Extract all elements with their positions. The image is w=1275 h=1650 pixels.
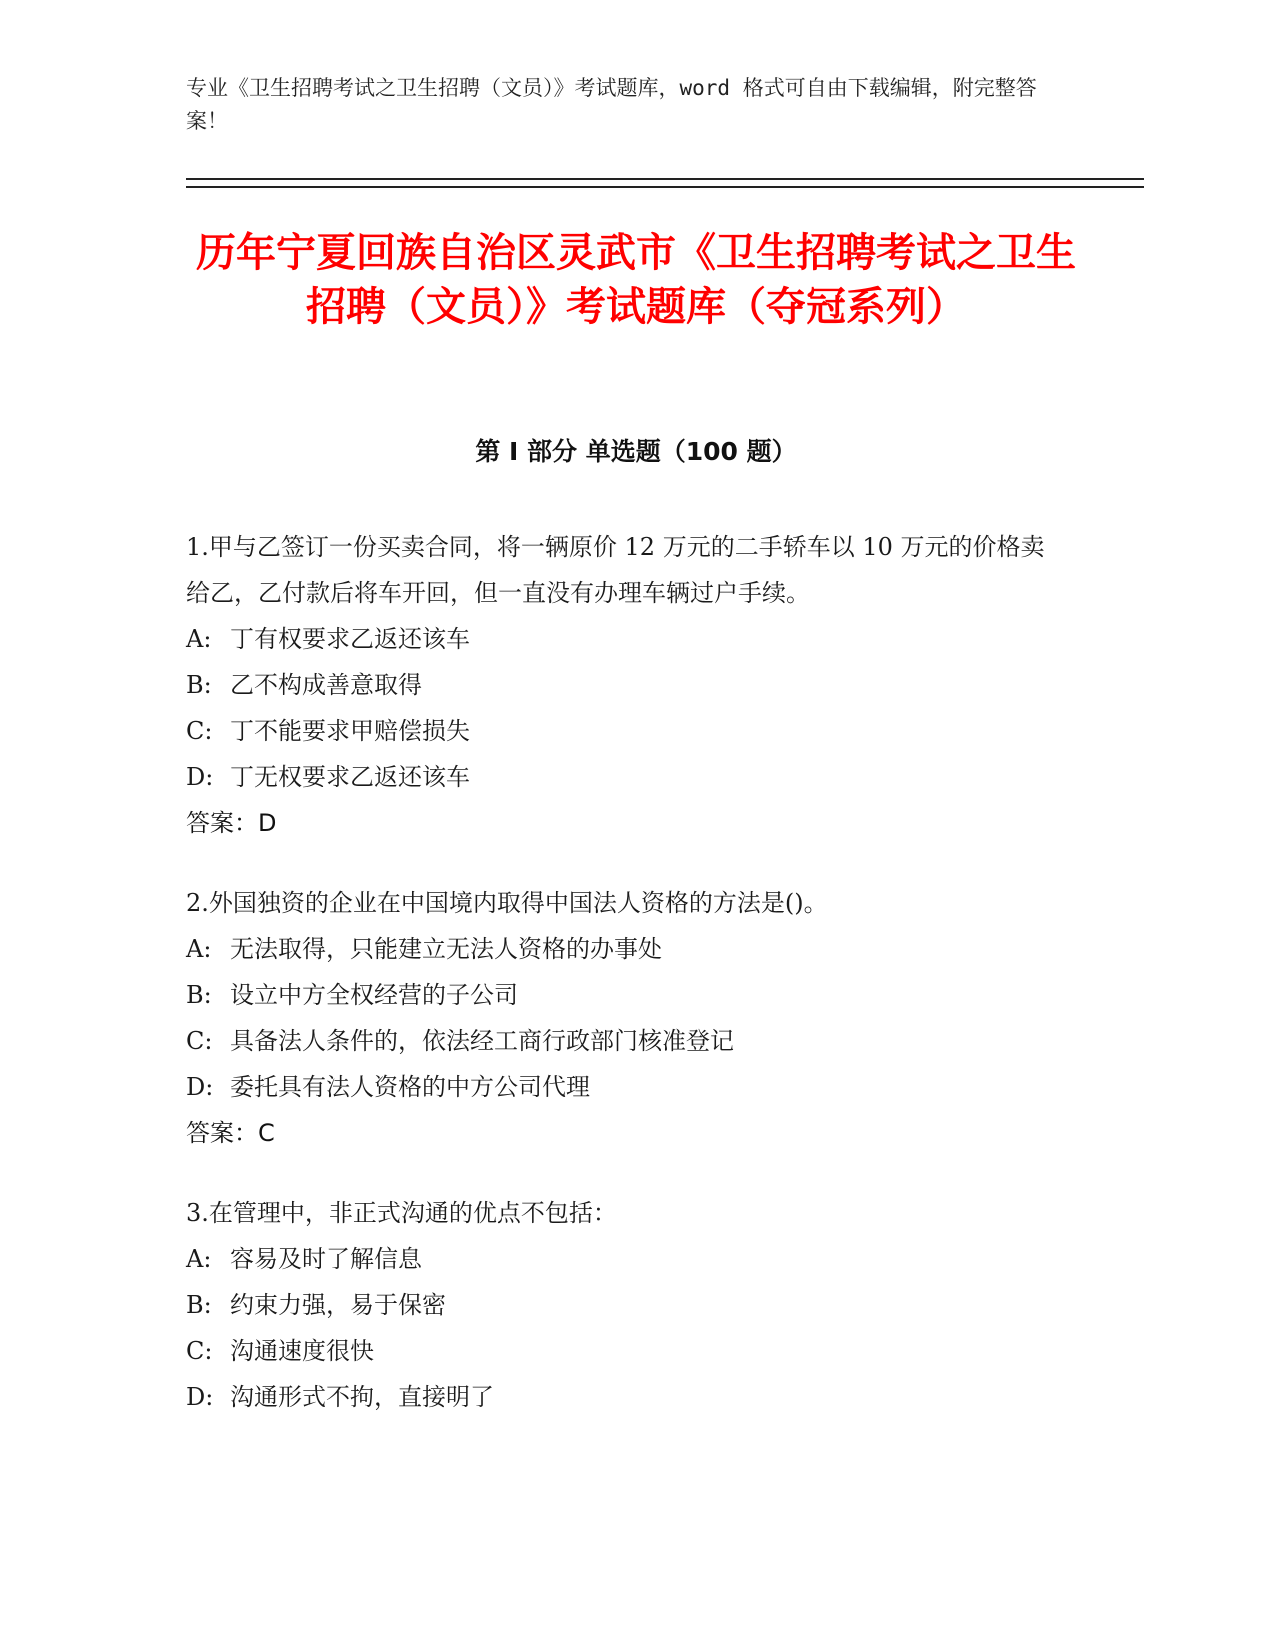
answer-label: 答案：D	[186, 809, 277, 837]
option-text: 容易及时了解信息	[230, 1245, 422, 1273]
option-text: 委托具有法人资格的中方公司代理	[230, 1073, 590, 1101]
option-d	[186, 754, 1066, 800]
option-d	[186, 1374, 1066, 1420]
header-divider-bottom	[186, 186, 1144, 188]
option-a	[186, 616, 1066, 662]
option-letter: B:	[186, 981, 212, 1009]
option-text: 无法取得，只能建立无法人资格的办事处	[230, 935, 662, 963]
option-b	[186, 1282, 1066, 1328]
option-letter: A:	[186, 625, 212, 653]
option-a	[186, 1236, 1066, 1282]
option-text: 约束力强，易于保密	[230, 1291, 446, 1319]
option-d	[186, 1064, 1066, 1110]
option-c	[186, 1328, 1066, 1374]
option-letter: C:	[186, 1337, 213, 1365]
option-text: 丁不能要求甲赔偿损失	[230, 717, 470, 745]
question-list	[186, 524, 1066, 1454]
option-letter: C:	[186, 717, 213, 745]
question-stem: 2.外国独资的企业在中国境内取得中国法人资格的方法是()。	[186, 889, 828, 917]
option-b	[186, 662, 1066, 708]
question-stem: 3.在管理中，非正式沟通的优点不包括：	[186, 1199, 617, 1227]
option-text: 丁无权要求乙返还该车	[230, 763, 470, 791]
option-letter: A:	[186, 935, 212, 963]
option-letter: C:	[186, 1027, 213, 1055]
option-text: 具备法人条件的，依法经工商行政部门核准登记	[230, 1027, 734, 1055]
option-a	[186, 926, 1066, 972]
option-text: 沟通形式不拘，直接明了	[230, 1383, 494, 1411]
option-text: 沟通速度很快	[230, 1337, 374, 1365]
answer-label: 答案：C	[186, 1119, 275, 1147]
option-b	[186, 972, 1066, 1018]
option-text: 丁有权要求乙返还该车	[230, 625, 470, 653]
option-text: 乙不构成善意取得	[230, 671, 422, 699]
question-1	[186, 524, 1066, 846]
option-letter: B:	[186, 1291, 212, 1319]
option-text: 设立中方全权经营的子公司	[230, 981, 518, 1009]
option-c	[186, 708, 1066, 754]
question-3	[186, 1190, 1066, 1420]
option-letter: A:	[186, 1245, 212, 1273]
option-letter: D:	[186, 1073, 214, 1101]
option-letter: D:	[186, 1383, 214, 1411]
question-2	[186, 880, 1066, 1156]
header-note: 专业《卫生招聘考试之卫生招聘（文员）》考试题库，word 格式可自由下载编辑，附完整答案！	[186, 76, 1037, 133]
question-stem: 1.甲与乙签订一份买卖合同，将一辆原价 12 万元的二手轿车以 10 万元的价格卖给乙，乙付款后将车开回，但一直没有办理车辆过户手续。	[186, 533, 1045, 607]
option-c	[186, 1018, 1066, 1064]
section-heading: 第 I 部分 单选题（100 题）	[475, 437, 797, 466]
document-title: 历年宁夏回族自治区灵武市《卫生招聘考试之卫生招聘（文员）》考试题库（夺冠系列）	[196, 230, 1076, 330]
option-letter: D:	[186, 763, 214, 791]
option-letter: B:	[186, 671, 212, 699]
header-divider-top	[186, 178, 1144, 180]
